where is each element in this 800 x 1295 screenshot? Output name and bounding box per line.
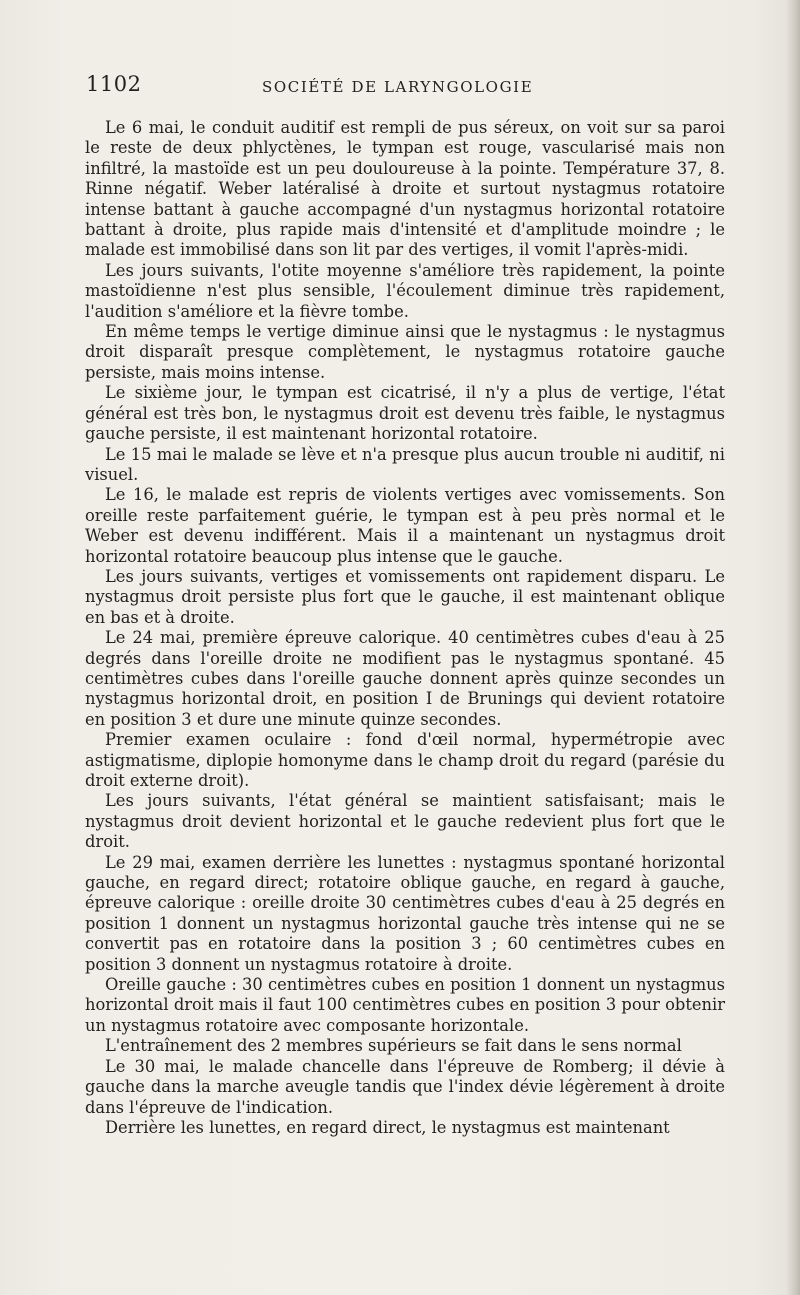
paragraph: Le 24 mai, première épreuve calorique. 40 centimètres cubes d'eau à 25 degrés dans l'oreille droite ne modifient pas le nystagmus spontané. 45 centimètres cubes dans l'oreille gauche donnent après quinze secondes un nystagmus horizontal droit, en position I de Brunings qui devient rotatoire en position 3 et dure une minute quinze secondes. <box>85 628 725 729</box>
paragraph: L'entraînement des 2 membres supérieurs se fait dans le sens normal <box>105 1036 682 1056</box>
paragraph: Le 6 mai, le conduit auditif est rempli de pus séreux, on voit sur sa paroi le reste de deux phlyctènes, le tympan est rouge, vascularisé mais non infiltré, la mastoïde est un peu douloureuse à la pointe. Température 37, 8. Rinne négatif. Weber latéralisé à droite et surtout nystagmus rotatoire intense battant à gauche accompagné d'un nystagmus horizontal rotatoire battant à droite, plus rapide mais d'intensité et d'amplitude moindre ; le malade est immobilisé dans son lit par des vertiges, il vomit l'après-midi. <box>85 118 725 260</box>
body-text <box>85 118 725 1138</box>
paragraph: Les jours suivants, vertiges et vomissements ont rapidement disparu. Le nystagmus droit persiste plus fort que le gauche, il est maintenant oblique en bas et à droite. <box>85 566 725 627</box>
paragraph: Le 15 mai le malade se lève et n'a presque plus aucun trouble ni auditif, ni visuel. <box>85 444 725 484</box>
paragraph: Le sixième jour, le tympan est cicatrisé, il n'y a plus de vertige, l'état général est très bon, le nystagmus droit est devenu très faible, le nystagmus gauche persiste, il est maintenant horizontal rotatoire. <box>85 383 725 444</box>
running-head: SOCIÉTÉ DE LARYNGOLOGIE <box>262 78 534 96</box>
page-header <box>86 72 726 102</box>
paragraph: Le 30 mai, le malade chancelle dans l'épreuve de Romberg; il dévie à gauche dans la marche aveugle tandis que l'index dévie légèrement à droite dans l'épreuve de l'indication. <box>85 1056 725 1117</box>
paragraph: Les jours suivants, l'état général se maintient satisfaisant; mais le nystagmus droit devient horizontal et le gauche redevient plus fort que le droit. <box>85 791 725 852</box>
paragraph: Premier examen oculaire : fond d'œil normal, hypermétropie avec astigmatisme, diplopie homonyme dans le champ droit du regard (parésie du droit externe droit). <box>85 730 725 790</box>
page-spine-shadow <box>786 0 800 1295</box>
paragraph: Oreille gauche : 30 centimètres cubes en position 1 donnent un nystagmus horizontal droit mais il faut 100 centimètres cubes en position 3 pour obtenir un nystagmus rotatoire avec composante horizontale. <box>85 975 725 1035</box>
paragraph: Les jours suivants, l'otite moyenne s'améliore très rapidement, la pointe mastoïdienne n'est plus sensible, l'écoulement diminue très rapidement, l'audition s'améliore et la fièvre tombe. <box>85 260 725 321</box>
page-number: 1102 <box>86 72 142 96</box>
paragraph: Le 16, le malade est repris de violents vertiges avec vomissements. Son oreille reste parfaitement guérie, le tympan est à peu près normal et le Weber est devenu indifférent. Mais il a maintenant un nystagmus droit horizontal rotatoire beaucoup plus intense que le gauche. <box>85 485 725 566</box>
paragraph: En même temps le vertige diminue ainsi que le nystagmus : le nystagmus droit disparaît presque complètement, le nystagmus rotatoire gauche persiste, mais moins intense. <box>85 322 725 382</box>
paragraph: Derrière les lunettes, en regard direct, le nystagmus est maintenant <box>105 1117 670 1137</box>
paragraph: Le 29 mai, examen derrière les lunettes : nystagmus spontané horizontal gauche, en regard direct; rotatoire oblique gauche, en regard à gauche, épreuve calorique : oreille droite 30 centimètres cubes d'eau à 25 degrés en position 1 donnent un nystagmus horizontal gauche très intense qui ne se convertit pas en rotatoire dans la position 3 ; 60 centimètres cubes en position 3 donnent un nystagmus rotatoire à droite. <box>85 852 725 974</box>
